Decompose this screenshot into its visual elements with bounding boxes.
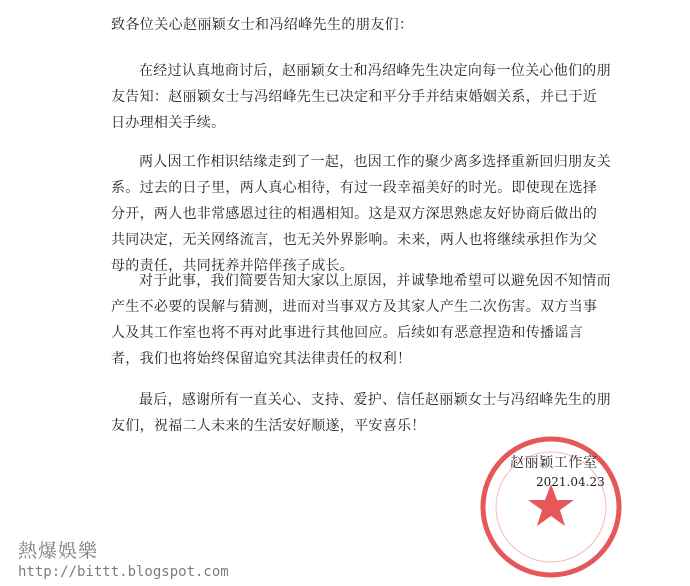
signature-studio-name: 赵丽颖工作室 xyxy=(510,455,598,471)
letter-greeting: 致各位关心赵丽颖女士和冯绍峰先生的朋友们： xyxy=(111,17,414,33)
letter-paragraph-2: 两人因工作相识结缘走到了一起，也因工作的聚少离多选择重新回归朋友关系。过去的日子里，两人真心相待，有过一段幸福美好的时光。即使现在选择分开，两人也非常感恩过往的相遇相知。这是双方深思熟虑友好协商后做出的共同决定，无关网络流言，也无关外界影响。未来，两人也将继续承担作为父母的责任，共同抚养并陪伴孩子成长。 xyxy=(111,154,611,274)
signature-date: 2021.04.23 xyxy=(536,475,605,489)
letter-paragraph-3: 对于此事，我们简要告知大家以上原因，并诚挚地希望可以避免因不知情而产生不必要的误解与猜测，进而对当事双方及其家人产生二次伤害。双方当事人及其工作室也将不再对此事进行其他回应。后续如有恶意捏造和传播谣言者，我们也将始终保留追究其法律责任的权利！ xyxy=(111,273,611,367)
watermark-title: 熱爆娛樂 xyxy=(18,540,99,562)
letter-paragraph-4: 最后，感谢所有一直关心、支持、爱护、信任赵丽颖女士与冯绍峰先生的朋友们，祝福二人未来的生活安好顺遂，平安喜乐！ xyxy=(111,392,611,434)
watermark-url: http://bittt.blogspot.com xyxy=(18,564,229,580)
letter-paragraph-1: 在经过认真地商讨后，赵丽颖女士和冯绍峰先生决定向每一位关心他们的朋友告知：赵丽颖女士与冯绍峰先生已决定和平分手并结束婚姻关系，并已于近日办理相关手续。 xyxy=(111,63,611,131)
